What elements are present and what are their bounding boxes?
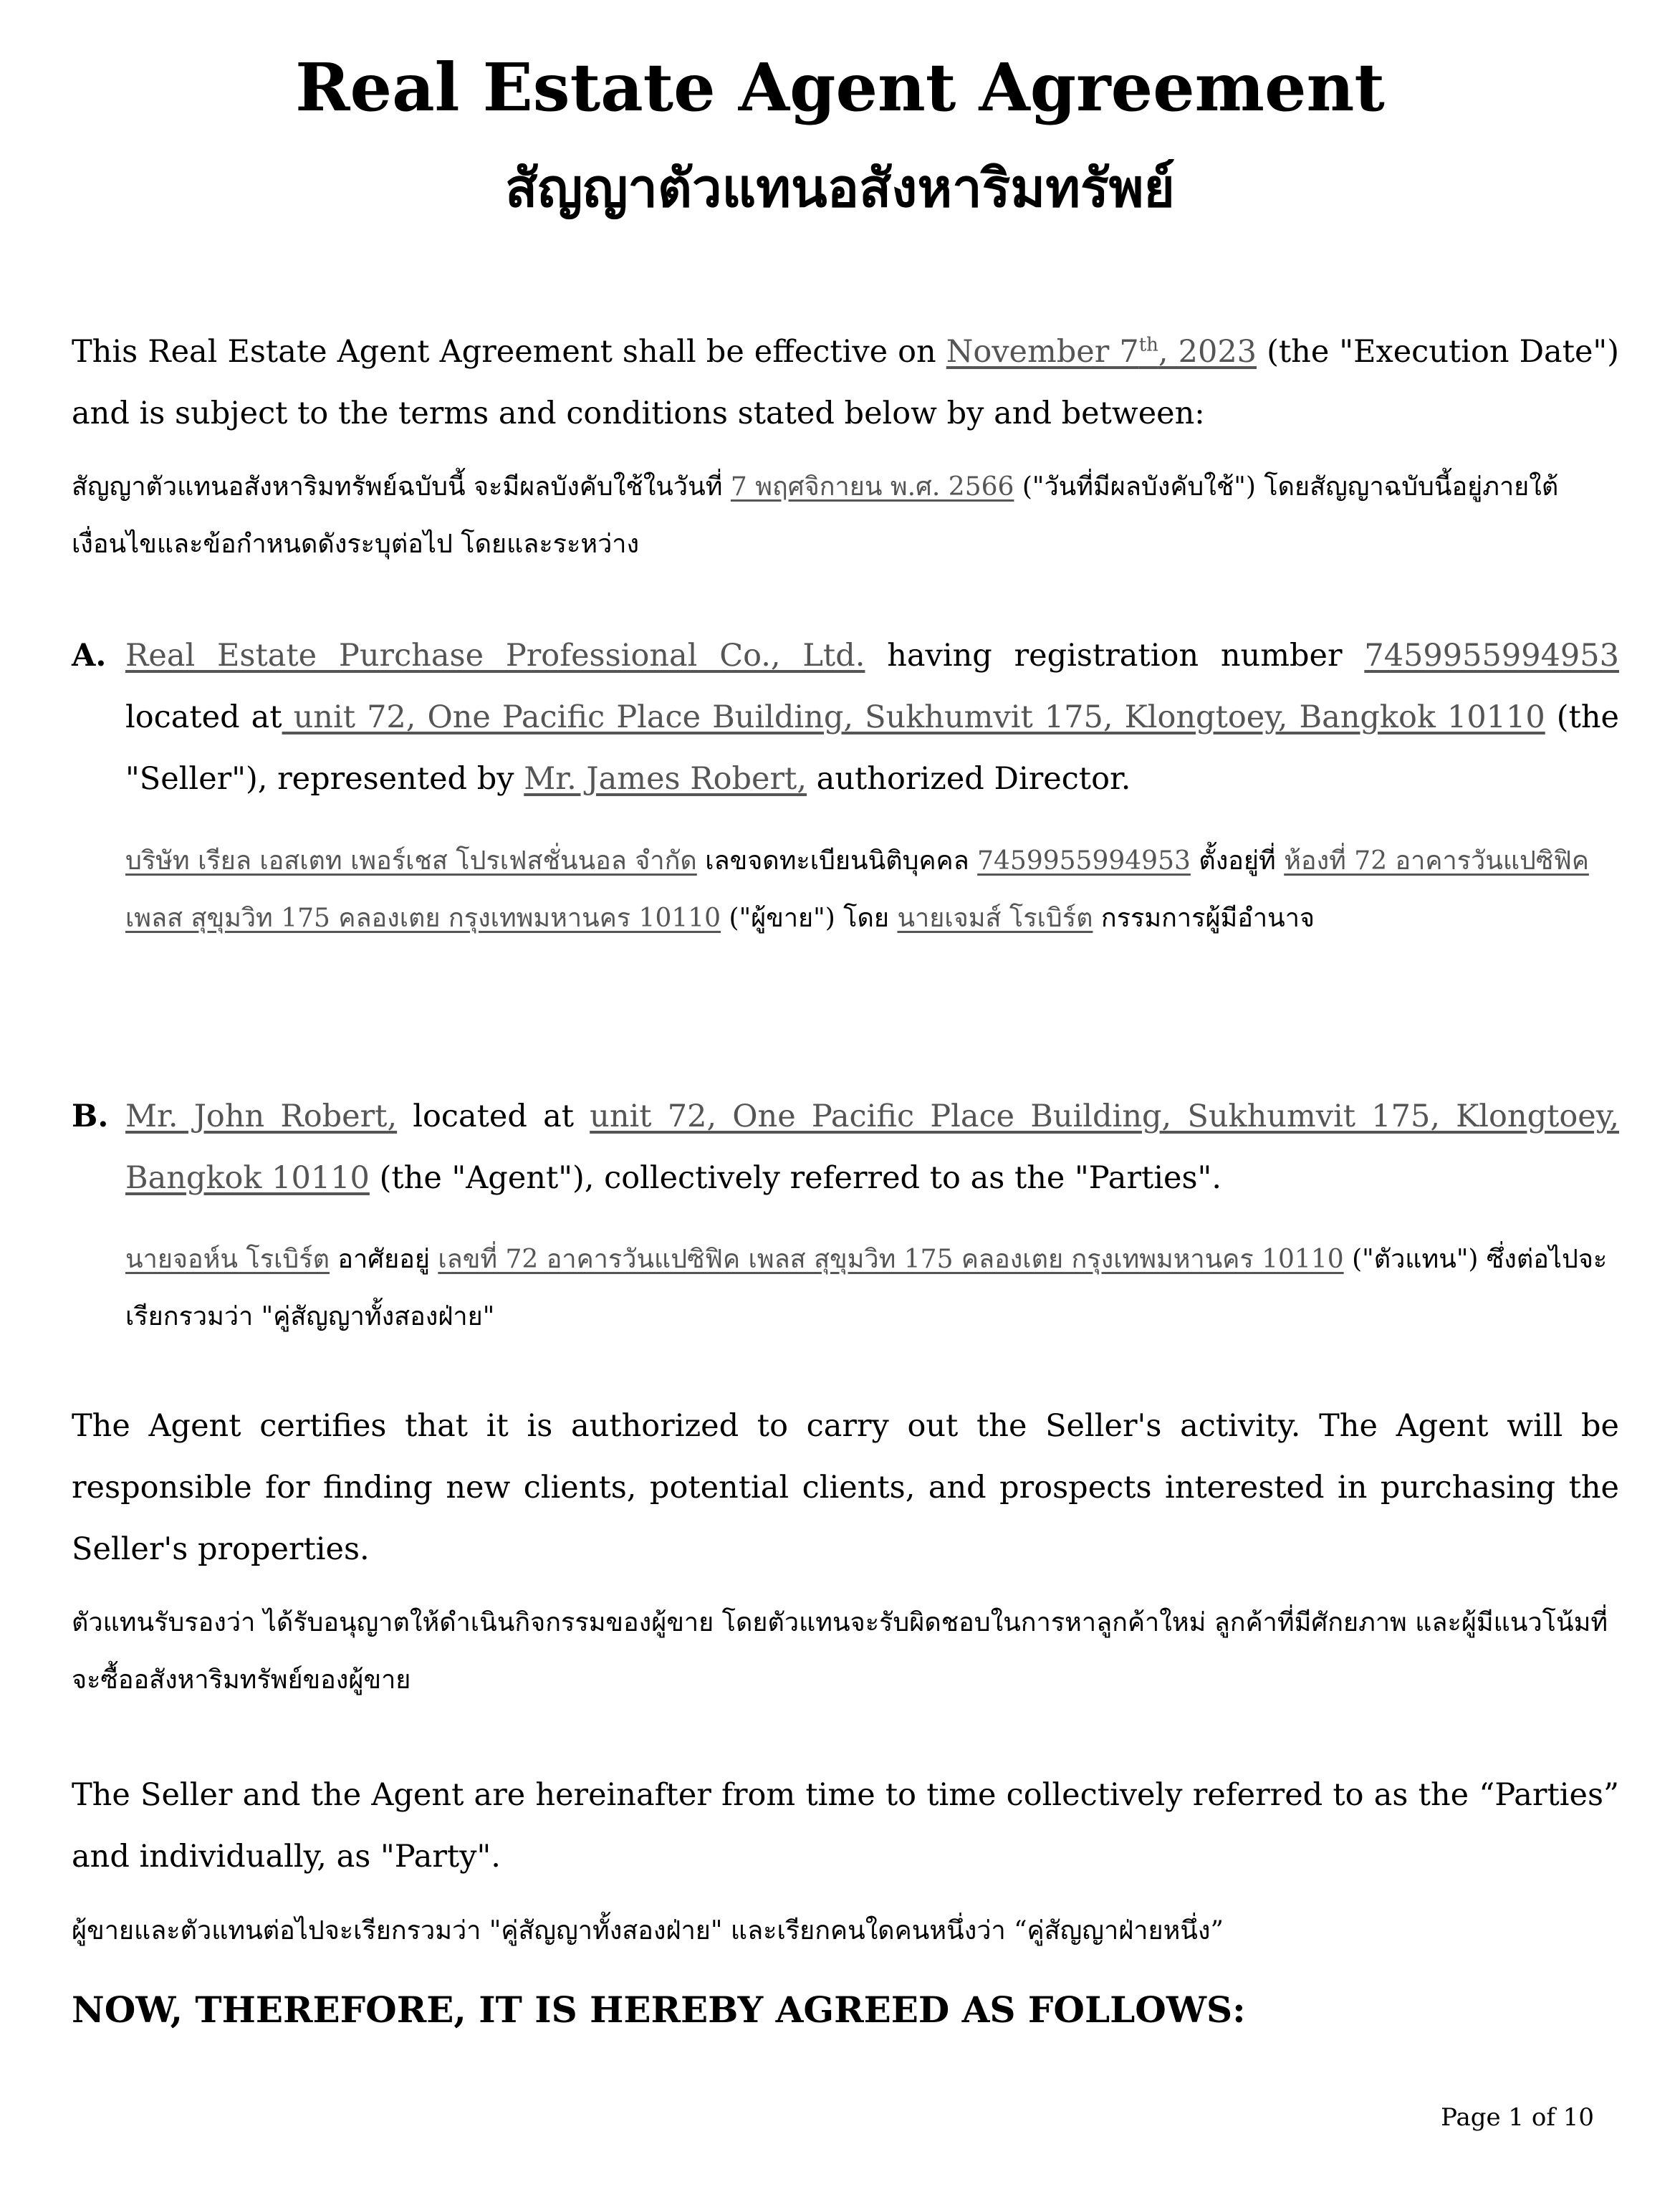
seller-representative-thai: นายเจมส์ โรเบิร์ต bbox=[897, 904, 1093, 933]
agent-name-thai: นายจอห์น โรเบิร์ต bbox=[125, 1245, 330, 1274]
party-a-paragraph-thai: บริษัท เรียล เอสเตท เพอร์เชส โปรเฟสชั่นนอล จำกัด เลขจดทะเบียนนิติบุคคล 7459955994953 ตั้งอยู่ที่ ห้องที่ 72 อาคารวันแปซิฟิค เพลส สุขุมวิท 175 คลองเตย กรุงเทพมหานคร 10110 ("ผู้ขาย") โดย นายเจมส์ โรเบิร์ต กรรมการผู้มีอำนาจ bbox=[125, 846, 1589, 933]
intro-paragraph-thai: สัญญาตัวแทนอสังหาริมทรัพย์ฉบับนี้ จะมีผลบังคับใช้ในวันที่ 7 พฤศจิกายน พ.ศ. 2566 ("วันที่มีผลบังคับใช้") โดยสัญญาฉบับนี้อยู่ภายใต้เงื่อนไขและข้อกำหนดดังระบุต่อไป โดยและระหว่าง bbox=[72, 472, 1559, 559]
agreement-heading: NOW, THEREFORE, IT IS HEREBY AGREED AS FOLLOWS: bbox=[72, 1988, 1246, 2031]
certification-paragraph: The Agent certifies that it is authorized to carry out the Seller's activity. The Agent will be responsible for finding new clients, potential clients, and prospects interested in purchasing the Seller's properties. bbox=[72, 1408, 1619, 1567]
parties-definition-paragraph-thai: ผู้ขายและตัวแทนต่อไปจะเรียกรวมว่า "คู่สัญญาทั้งสองฝ่าย" และเรียกคนใดคนหนึ่งว่า “คู่สัญญาฝ่ายหนึ่ง” bbox=[72, 1916, 1224, 1945]
party-b-marker: B. bbox=[72, 1099, 109, 1134]
seller-registration-number: 7459955994953 bbox=[1364, 638, 1619, 674]
page-number: Page 1 of 10 bbox=[1441, 2103, 1594, 2132]
intro-text-continued: (the "Execution Date") and is subject to the terms and conditions stated below by and between: bbox=[72, 334, 1619, 431]
seller-company-name-thai: บริษัท เรียล เอสเตท เพอร์เชส โปรเฟสชั่นนอล จำกัด bbox=[125, 846, 697, 876]
document-title-thai: สัญญาตัวแทนอสังหาริมทรัพย์ bbox=[505, 158, 1175, 219]
parties-definition-paragraph: The Seller and the Agent are hereinafter from time to time collectively referred to as the “Parties” and individually, as "Party". bbox=[72, 1777, 1619, 1875]
agent-address: unit 72, One Pacific Place Building, Sukhumvit 175, Klongtoey, Bangkok 10110 bbox=[125, 1099, 1620, 1196]
seller-registration-number-thai: 7459955994953 bbox=[977, 846, 1191, 876]
party-a-paragraph: Real Estate Purchase Professional Co., Ltd. having registration number 7459955994953 located at unit 72, One Pacific Place Building, Sukhumvit 175, Klongtoey, Bangkok 10110 (the "Seller"), represented by Mr. James Robert, authorized Director. bbox=[125, 638, 1619, 797]
party-b-paragraph: Mr. John Robert, located at unit 72, One Pacific Place Building, Sukhumvit 175, Klongtoey, Bangkok 10110 (the "Agent"), collectively referred to as the "Parties". bbox=[125, 1099, 1620, 1196]
intro-paragraph bbox=[72, 321, 1619, 444]
intro-text: This Real Estate Agent Agreement shall be effective on bbox=[72, 334, 946, 370]
execution-date-thai: 7 พฤศจิกายน พ.ศ. 2566 bbox=[730, 472, 1014, 502]
agent-name: Mr. John Robert, bbox=[125, 1099, 398, 1134]
seller-address: unit 72, One Pacific Place Building, Sukhumvit 175, Klongtoey, Bangkok 10110 bbox=[282, 699, 1545, 735]
party-b-paragraph-thai: นายจอห์น โรเบิร์ต อาศัยอยู่ เลขที่ 72 อาคารวันแปซิฟิค เพลส สุขุมวิท 175 คลองเตย กรุงเทพมหานคร 10110 ("ตัวแทน") ซึ่งต่อไปจะเรียกรวมว่า "คู่สัญญาทั้งสองฝ่าย" bbox=[125, 1245, 1608, 1331]
certification-paragraph-thai: ตัวแทนรับรองว่า ได้รับอนุญาตให้ดำเนินกิจกรรมของผู้ขาย โดยตัวแทนจะรับผิดชอบในการหาลูกค้าใหม่ ลูกค้าที่มีศักยภาพ และผู้มีแนวโน้มที่จะซื้ออสังหาริมทรัพย์ของผู้ขาย bbox=[72, 1608, 1608, 1695]
seller-address-thai: ห้องที่ 72 อาคารวันแปซิฟิค เพลส สุขุมวิท 175 คลองเตย กรุงเทพมหานคร 10110 bbox=[125, 846, 1589, 933]
party-a-marker: A. bbox=[72, 638, 107, 674]
agent-address-thai: เลขที่ 72 อาคารวันแปซิฟิค เพลส สุขุมวิท 175 คลองเตย กรุงเทพมหานคร 10110 bbox=[438, 1245, 1344, 1274]
execution-date: November 7th, 2023 bbox=[946, 334, 1257, 370]
seller-representative: Mr. James Robert, bbox=[524, 761, 807, 797]
seller-company-name: Real Estate Purchase Professional Co., Ltd. bbox=[125, 638, 865, 674]
document-title: Real Estate Agent Agreement bbox=[295, 49, 1385, 126]
